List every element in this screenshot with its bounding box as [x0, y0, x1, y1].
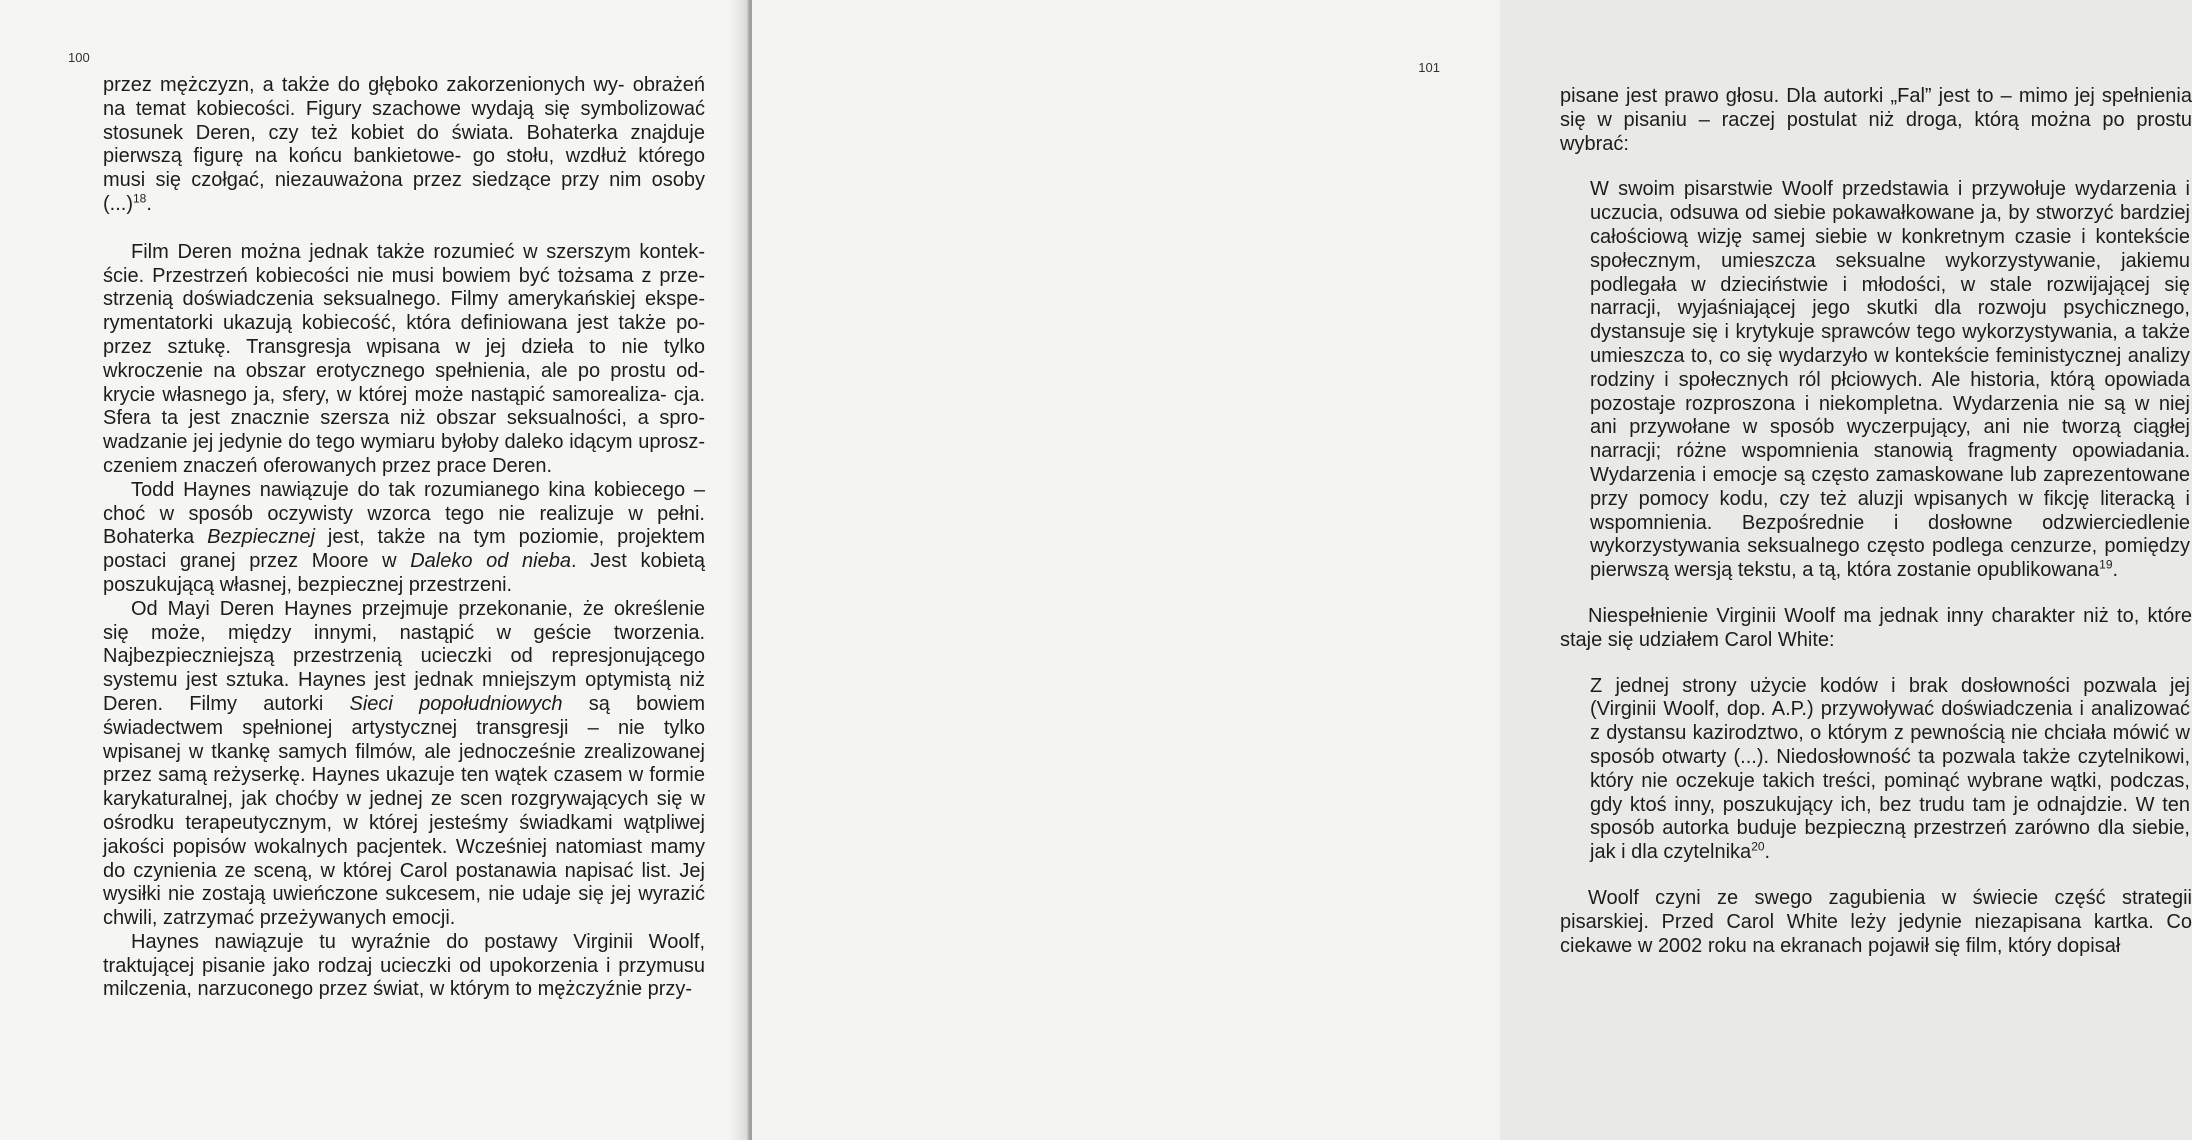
left-paragraph-2: Film Deren można jednak także rozumieć w szerszym kontek- ście. Przestrzeń kobiecości nie musi bowiem być tożsama z prze- strzenią doświadczenia seksualnego. Filmy amerykańskiej ekspe- rymentatorki ukazują kobiecość, która definiowana jest także po- przez sztukę. Transgresja wpisana w jej dzieła to nie tylko wkroczenie na obszar erotycznego spełnienia, ale po prostu od- krycie własnego ja, sfery, w której może nastąpić samorealiza- cja. Sfera ta jest znacznie szersza niż obszar seksualności, a spro- wadzanie jej jedynie do tego wymiaru byłoby daleko idącym uprosz- czeniem znaczeń oferowanych przez prace Deren.: [103, 240, 705, 477]
footnote-ref-19: 19: [2099, 557, 2113, 572]
title-bezpiecznej: Bezpiecznej: [207, 526, 315, 549]
right-page: [752, 0, 2192, 1140]
left-page-body: [103, 74, 705, 1002]
left-paragraph-3: Todd Haynes nawiązuje do tak rozumianego kina kobiecego – choć w sposób oczywisty wzorca tego nie realizuje w pełni. Bohaterka Bezpiecznej jest, także na tym poziomie, projektem postaci granej przez Moore w Daleko od nieba. Jest kobietą poszukującą własnej, bezpiecznej przestrzeni.: [103, 478, 705, 596]
left-paragraph-4: Od Mayi Deren Haynes przejmuje przekonanie, że określenie się może, między innymi, nastąpić w geście tworzenia. Najbezpieczniejszą przestrzenią ucieczki od represjonującego systemu jest sztuka. Haynes jest jednak mniejszym optymistą niż Deren. Filmy autorki Sieci popołudniowych są bowiem świadectwem spełnionej artystycznej transgresji – nie tylko wpisanej w tkankę samych filmów, ale jednocześnie zrealizowanej przez samą reżyserkę. Haynes ukazuje ten wątek czasem w formie karykaturalnej, jak choćby w jednej ze scen rozgrywających się w ośrodku terapeutycznym, w której jesteśmy świadkami wątpliwej jakości popisów wokalnych pacjentek. Wcześniej natomiast mamy do czynienia ze sceną, w której Carol postanawia napisać list. Jej wysiłki nie zostają uwieńczone sukcesem, nie udaje się jej wyrazić chwili, zatrzymać przeżywanych emocji.: [103, 597, 706, 930]
title-sieci-popoludniowych: Sieci popołudniowych: [349, 692, 563, 715]
page-number-right: 101: [1418, 60, 1440, 75]
left-page: [0, 0, 748, 1140]
left-paragraph-1: przez mężczyzn, a także do głęboko zakorzenionych wy- obrażeń na temat kobiecości. Figury szachowe wydają się symbolizować stosunek Deren, czy też kobiet do świata. Bohaterka znajduje pierwszą figurę na końcu bankietowe- go stołu, wzdłuż którego musi się czołgać, niezauważona przez siedzące przy nim osoby (...)$^{18}$.: [103, 74, 705, 215]
block-quote-2: Z jednej strony użycie kodów i brak dosłowności pozwala jej (Virginii Woolf, dop. A.P.) przywoływać doświadczenia i analizować z dystansu kazirodztwo, o którym z pewnością nie chciała mówić w sposób otwarty (...). Niedosłowność ta pozwala także czytelnikowi, który nie oczekuje takich treści, pominąć wybrane wątki, podczas, gdy ktoś inny, poszukujący ich, bez trudu tam je odnajdzie. W ten sposób autorka buduje bezpieczną przestrzeń zarówno dla siebie, jak i dla czytelnika$^{20}$.: [1590, 674, 2190, 864]
block-quote-1: W swoim pisarstwie Woolf przedstawia i przywołuje wydarzenia i uczucia, odsuwa od siebie pokawałkowane ja, by stworzyć bardziej całościową wizję samej siebie w konkretnym czasie i kontekście społecznym, umieszcza seksualne wykorzystywanie, jakiemu podlegała w dzieciństwie i młodości, w stale rozwijającej się narracji, wyjaśniającej jego skutki dla rozwoju psychicznego, dystansuje się i krytykuje sprawców tego wykorzystywania, a także umieszcza to, co się wydarzyło w kontekście feministycznej analizy rodziny i społecznych ról płciowych. Ale historia, którą opowiada pozostaje rozproszona i niekompletna. Wydarzenia nie są w niej ani przywołane w sposób wyczerpujący, ani nie tworzą ciągłej narracji; różne wspomnienia stanowią fragmenty opowiadania. Wydarzenia i emocje są często zamaskowane lub zaprezentowane przy pomocy kodu, czy też aluzji wpisanych w fikcję literacką i wspomnienia. Bezpośrednie i dosłowne odzwierciedlenie wykorzystywania seksualnego często podlega cenzurze, pomiędzy pierwszą wersją tekstu, a tą, która zostanie opublikowana$^{19}$.: [1590, 178, 2190, 582]
right-page-body: [1560, 85, 2192, 958]
left-paragraph-5: Haynes nawiązuje tu wyraźnie do postawy Virginii Woolf, traktującej pisanie jako rodzaj ucieczki od upokorzenia i przymusu milczenia, narzuconego przez świat, w którym to mężczyźnie przy-: [103, 930, 705, 1001]
right-closing-paragraph: Woolf czyni ze swego zagubienia w świecie część strategii pisarskiej. Przed Carol White leży jedynie niezapisana kartka. Co ciekawe w 2002 roku na ekranach pojawił się film, który dopisał: [1560, 886, 2192, 957]
right-intro-paragraph: pisane jest prawo głosu. Dla autorki „Fal” jest to – mimo jej spełnienia się w pisaniu – raczej postulat niż droga, którą można po prostu wybrać:: [1560, 85, 2192, 155]
title-daleko-od-nieba: Daleko od nieba: [410, 550, 571, 573]
footnote-ref-18: 18: [133, 191, 147, 206]
footnote-ref-20: 20: [1751, 839, 1765, 854]
page-number-left: 100: [68, 50, 90, 65]
right-middle-paragraph: Niespełnienie Virginii Woolf ma jednak inny charakter niż to, które staje się udziałem Carol White:: [1560, 604, 2192, 651]
